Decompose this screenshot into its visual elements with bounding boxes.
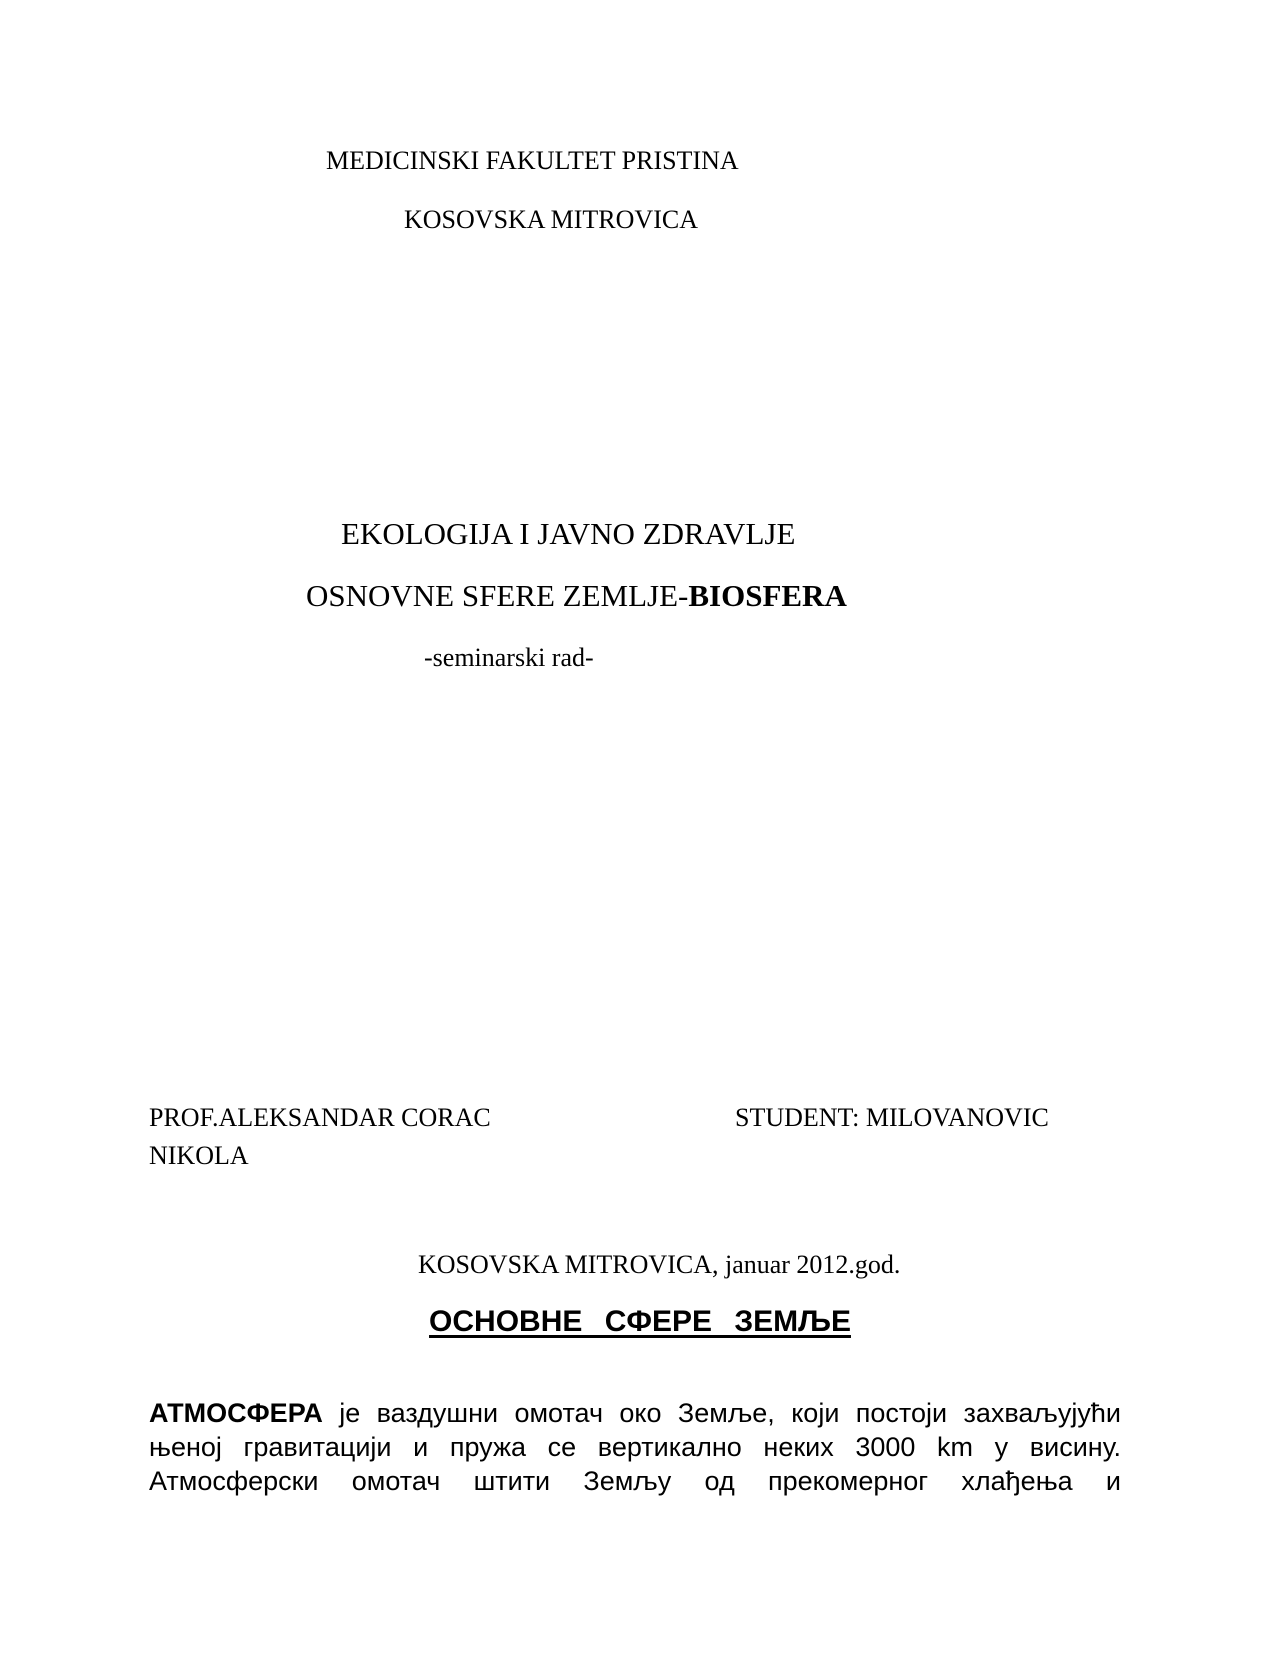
faculty-city: KOSOVSKA MITROVICA <box>404 205 698 234</box>
paragraph-line-3: Атмосферски омотач штити Земљу од прекомерног хлађења и <box>149 1466 1121 1496</box>
place-and-date: KOSOVSKA MITROVICA, januar 2012.god. <box>418 1250 901 1279</box>
student-first-name: NIKOLA <box>149 1141 249 1170</box>
seminar-subject <box>306 578 847 614</box>
faculty-name: MEDICINSKI FAKULTET PRISTINA <box>326 146 739 175</box>
section-title: ОСНОВНЕ СФЕРЕ ЗЕМЉЕ <box>429 1305 851 1338</box>
atmosphere-paragraph <box>149 1396 1121 1498</box>
paragraph-line-1-text: је ваздушни омотач око Земље, који постоји захваљујући <box>322 1398 1121 1428</box>
student-label: STUDENT: MILOVANOVIC <box>735 1103 1049 1132</box>
paper-type: -seminarski rad- <box>424 643 594 672</box>
subject-prefix: OSNOVNE SFERE ZEMLJE- <box>306 578 689 613</box>
paragraph-term: АТМОСФЕРА <box>149 1398 323 1428</box>
paragraph-line-1 <box>149 1396 1121 1430</box>
professor-name: PROF.ALEKSANDAR CORAC <box>149 1103 491 1132</box>
subject-bold: BIOSFERA <box>688 578 847 613</box>
course-title: EKOLOGIJA I JAVNO ZDRAVLJE <box>341 516 796 551</box>
paragraph-line-2: њеној гравитацији и пружа се вертикално неких 3000 km у висину. <box>149 1432 1121 1462</box>
